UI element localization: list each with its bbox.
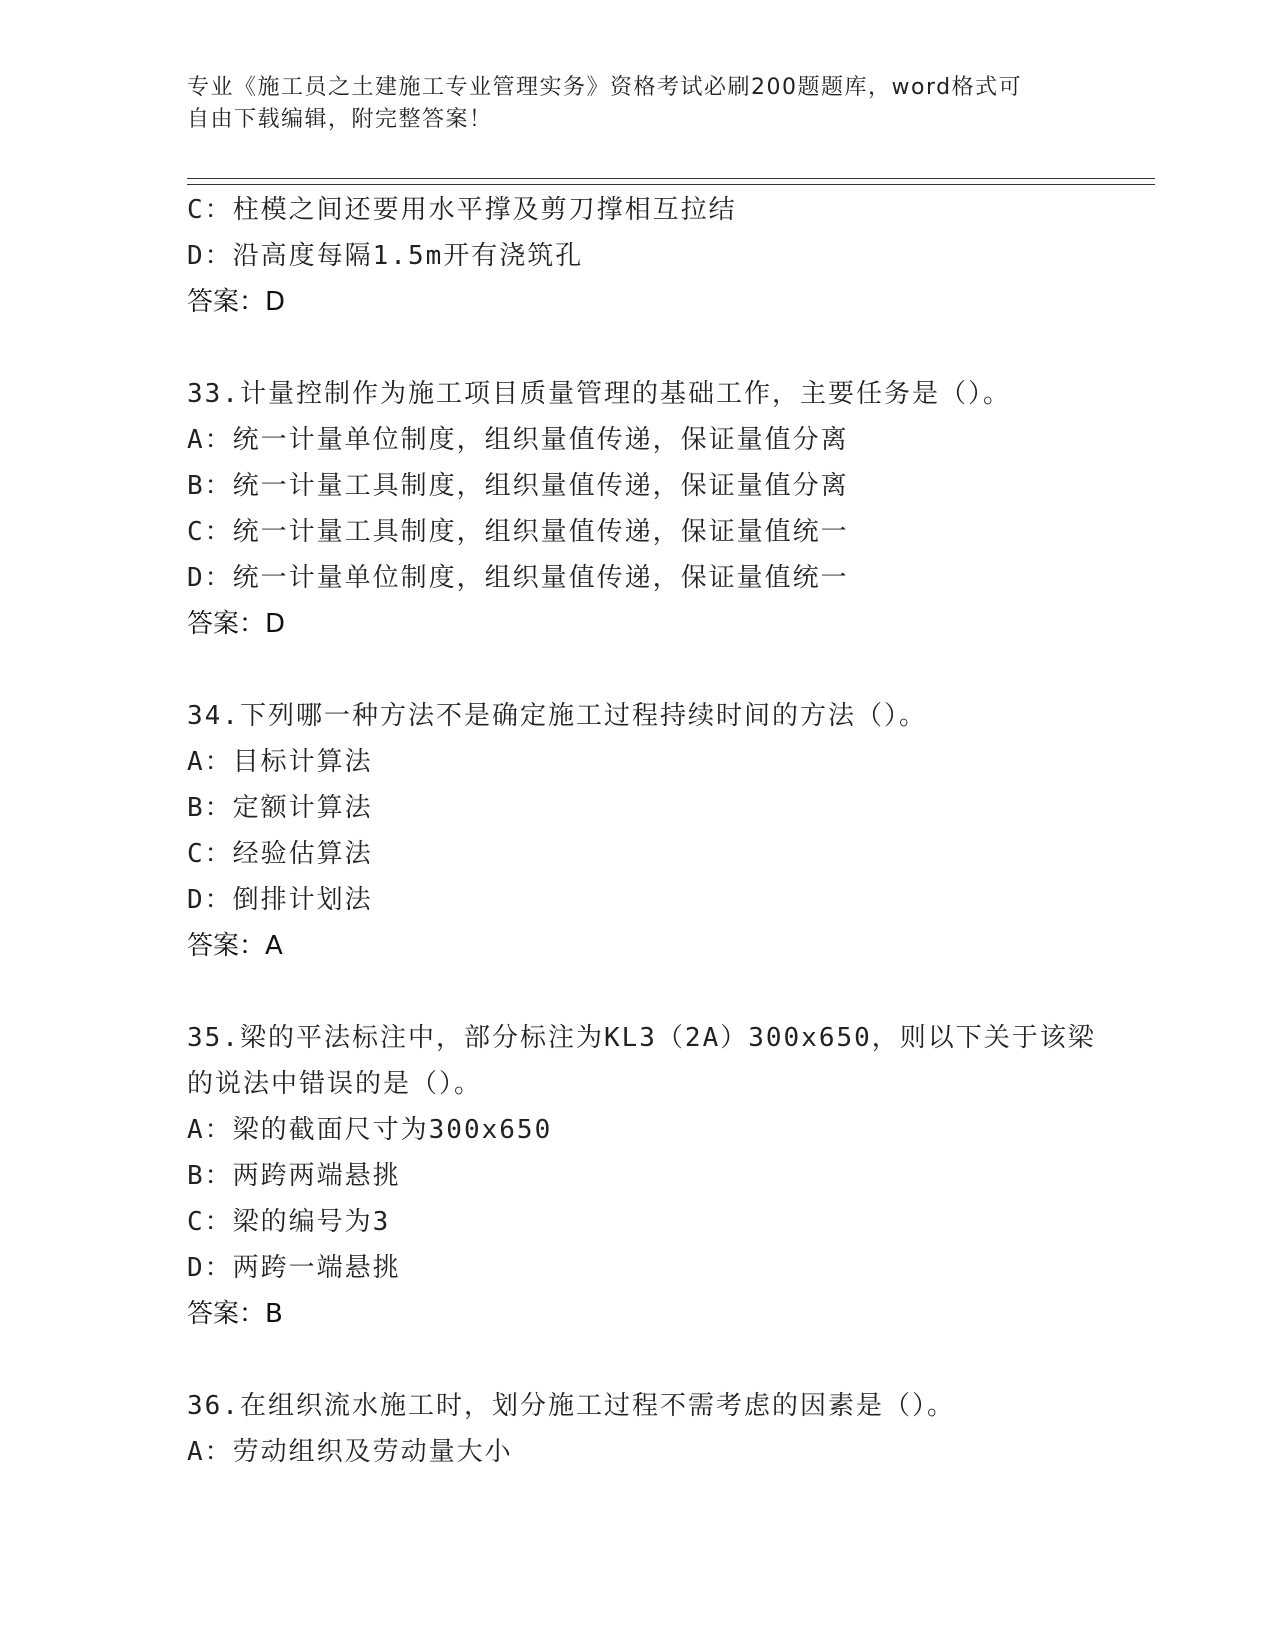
header-line-1: 专业《施工员之土建施工专业管理实务》资格考试必刷200题题库，word格式可 [187, 75, 1023, 100]
answer-line: 答案：B [187, 1299, 283, 1329]
question-stem: 35.梁的平法标注中，部分标注为KL3（2A）300x650，则以下关于该梁 [187, 1023, 1096, 1053]
option-c: C：经验估算法 [187, 839, 373, 869]
spacer [187, 1337, 1147, 1383]
question-stem: 33.计量控制作为施工项目质量管理的基础工作，主要任务是（）。 [187, 379, 1011, 409]
answer-line: 答案：D [187, 609, 286, 639]
question-stem: 34.下列哪一种方法不是确定施工过程持续时间的方法（）。 [187, 701, 927, 731]
header-rule-bottom [187, 184, 1155, 185]
header-line-2: 自由下载编辑，附完整答案！ [187, 107, 493, 132]
option-b: B：两跨两端悬挑 [187, 1161, 401, 1191]
option-a: A：梁的截面尺寸为300x650 [187, 1115, 553, 1145]
question-stem: 36.在组织流水施工时，划分施工过程不需考虑的因素是（）。 [187, 1391, 955, 1421]
option-b: B：统一计量工具制度，组织量值传递，保证量值分离 [187, 471, 849, 501]
question-partial [187, 187, 1147, 325]
question-36 [187, 1383, 1147, 1475]
question-34 [187, 693, 1147, 969]
question-33 [187, 371, 1147, 647]
question-stem-cont: 的说法中错误的是（）。 [187, 1069, 483, 1099]
option-b: B：定额计算法 [187, 793, 373, 823]
answer-line: 答案：A [187, 931, 283, 961]
option-d: D：倒排计划法 [187, 885, 373, 915]
option-a: A：目标计算法 [187, 747, 373, 777]
option-d: D：统一计量单位制度，组织量值传递，保证量值统一 [187, 563, 849, 593]
document-header [187, 72, 1087, 136]
spacer [187, 969, 1147, 1015]
option-d: D：沿高度每隔1.5m开有浇筑孔 [187, 241, 584, 271]
option-a: A：劳动组织及劳动量大小 [187, 1437, 513, 1467]
spacer [187, 325, 1147, 371]
question-list [187, 187, 1147, 1475]
option-d: D：两跨一端悬挑 [187, 1253, 401, 1283]
question-35 [187, 1015, 1147, 1337]
header-rule-top [187, 178, 1155, 179]
option-c: C：柱模之间还要用水平撑及剪刀撑相互拉结 [187, 195, 737, 225]
option-a: A：统一计量单位制度，组织量值传递，保证量值分离 [187, 425, 849, 455]
option-c: C：统一计量工具制度，组织量值传递，保证量值统一 [187, 517, 849, 547]
answer-line: 答案：D [187, 287, 286, 317]
option-c: C：梁的编号为3 [187, 1207, 391, 1237]
spacer [187, 647, 1147, 693]
